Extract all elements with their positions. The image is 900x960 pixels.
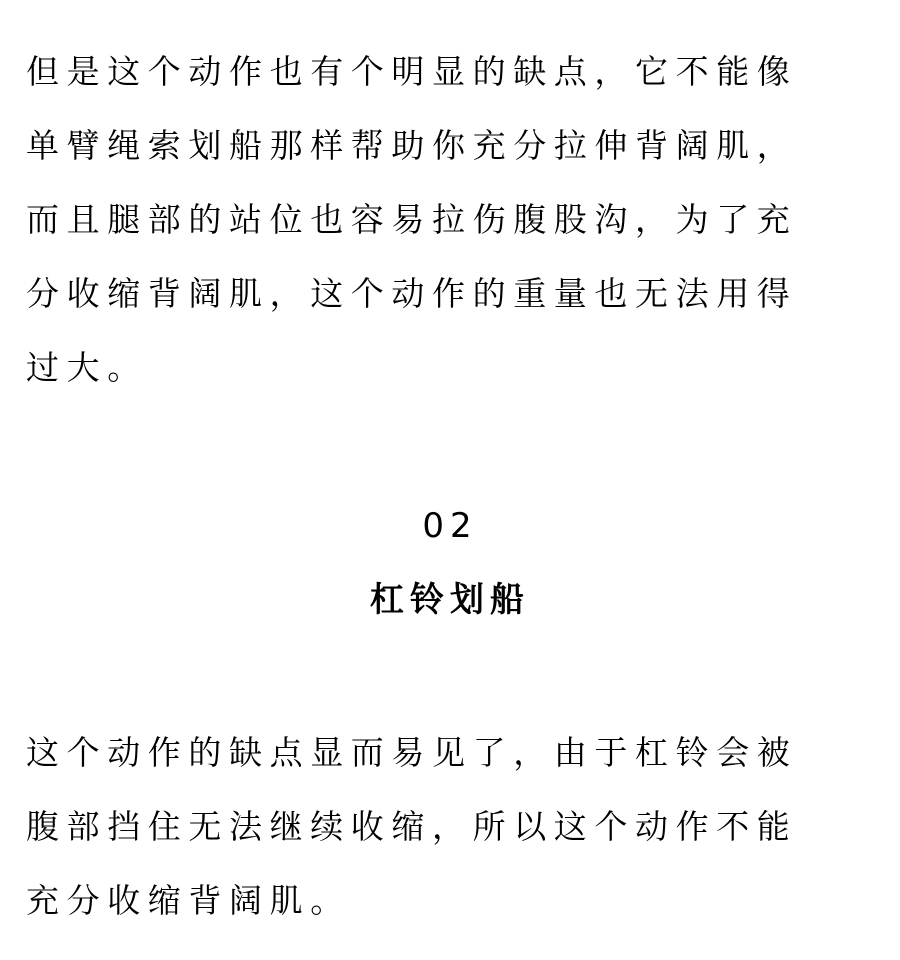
text-line: 充分收缩背阔肌。: [26, 881, 351, 920]
text-line: 腹部挡住无法继续收缩，所以这个动作不能: [26, 807, 798, 846]
text-line: 而且腿部的站位也容易拉伤腹股沟，为了充: [26, 200, 798, 239]
section-title: 杠铃划船: [370, 580, 530, 620]
text-line: 单臂绳索划船那样帮助你充分拉伸背阔肌，: [26, 126, 798, 165]
paragraph-barbell-row: [26, 716, 876, 938]
section-number: 02: [422, 506, 478, 546]
paragraph-drawbacks: [26, 35, 876, 405]
text-line: 过大。: [26, 348, 148, 387]
text-line: 但是这个动作也有个明显的缺点，它不能像: [26, 52, 798, 91]
text-line: 这个动作的缺点显而易见了，由于杠铃会被: [26, 733, 798, 772]
text-line: 分收缩背阔肌，这个动作的重量也无法用得: [26, 274, 798, 313]
